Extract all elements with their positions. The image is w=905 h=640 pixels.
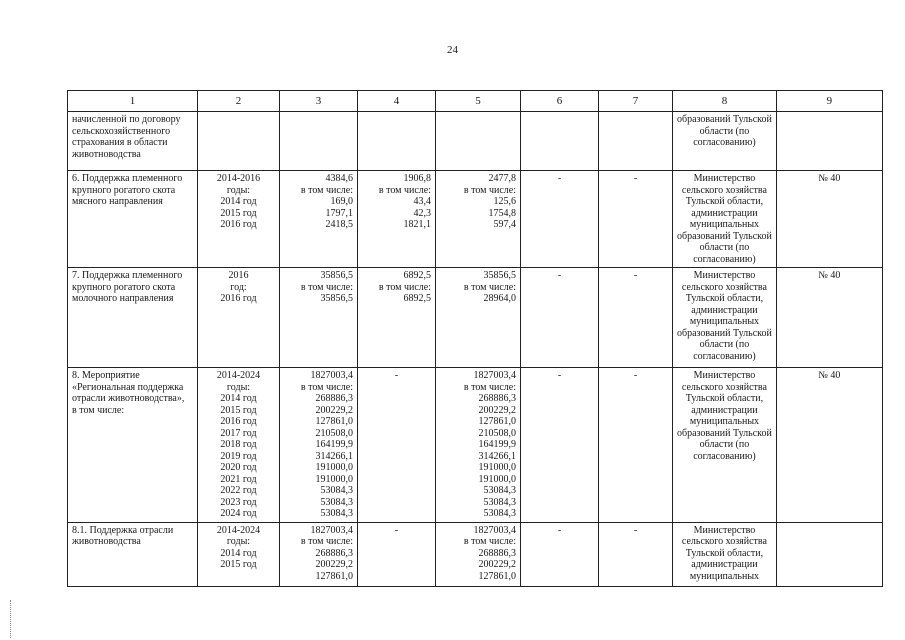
- total-cell: [280, 112, 358, 171]
- cell-line: животноводства: [72, 536, 141, 547]
- federal-cell: [358, 171, 436, 268]
- period-cell: [198, 171, 280, 268]
- cell-line: Тульской области,: [685, 547, 764, 559]
- cell-line: администрации: [691, 304, 758, 316]
- header-cell: 4: [358, 91, 436, 112]
- cell-line: 2023 год: [220, 496, 257, 508]
- cell-line: области (по: [699, 242, 750, 253]
- table-row: [68, 522, 883, 586]
- cell-line: 200229,2: [478, 404, 516, 416]
- cell-line: 4384,6: [325, 173, 353, 184]
- total-cell: [280, 522, 358, 586]
- table-row: [68, 368, 883, 523]
- period-cell: [198, 368, 280, 523]
- header-cell: 2: [198, 91, 280, 112]
- cell-line: администрации: [691, 559, 758, 570]
- cell-line: 125,6: [493, 196, 516, 207]
- cell-line: 53084,3: [483, 496, 516, 508]
- scan-margin-marks: [10, 600, 13, 638]
- cell-line: 2014 год: [220, 393, 257, 404]
- cell-line: 268886,3: [478, 547, 516, 559]
- header-cell: 1: [68, 91, 198, 112]
- cell-line: в том числе:: [300, 281, 353, 293]
- cell-line: 200229,2: [315, 559, 353, 570]
- cell-line: 35856,5: [320, 293, 353, 304]
- cell-line: 1827003,4: [310, 370, 353, 381]
- cell-line: 53084,3: [320, 485, 353, 496]
- cell-line: в том числе:: [463, 536, 516, 547]
- indicator-cell: № 40: [776, 171, 882, 268]
- cell-line: Министерство: [693, 370, 756, 381]
- local-cell: [521, 112, 599, 171]
- cell-line: согласованию): [693, 450, 756, 462]
- cell-line: администрации: [691, 404, 758, 416]
- cell-line: 42,3: [413, 207, 431, 219]
- regional-cell: [436, 171, 521, 268]
- local-cell: -: [521, 522, 599, 586]
- period-cell: [198, 522, 280, 586]
- cell-line: Министерство: [693, 270, 756, 281]
- local-cell: -: [521, 268, 599, 368]
- cell-line: 2015 год: [220, 404, 257, 416]
- cell-line: 2015 год: [220, 559, 257, 570]
- cell-line: 53084,3: [320, 508, 353, 519]
- indicator-cell: [776, 112, 882, 171]
- cell-line: 268886,3: [315, 393, 353, 404]
- cell-line: 2015 год: [220, 207, 257, 219]
- cell-line: образований Тульской: [677, 427, 772, 439]
- cell-line: в том числе:: [378, 281, 431, 293]
- activity-cell: [68, 112, 198, 171]
- cell-line: 169,0: [330, 196, 353, 207]
- cell-line: годы:: [226, 536, 251, 547]
- cell-line: животноводства: [72, 148, 141, 160]
- regional-cell: [436, 112, 521, 171]
- header-cell: 7: [599, 91, 673, 112]
- extra-cell: [599, 112, 673, 171]
- cell-line: Тульской области,: [685, 196, 764, 207]
- program-table: [67, 90, 883, 587]
- cell-line: отрасли животноводства»,: [72, 393, 185, 404]
- cell-line: в том числе:: [463, 184, 516, 196]
- cell-line: в том числе:: [378, 184, 431, 196]
- cell-line: 2016 год: [220, 293, 257, 304]
- header-cell: 3: [280, 91, 358, 112]
- total-cell: [280, 171, 358, 268]
- local-cell: -: [521, 368, 599, 523]
- cell-line: 1827003,4: [473, 370, 516, 381]
- period-cell: [198, 268, 280, 368]
- local-cell: -: [521, 171, 599, 268]
- cell-line: крупного рогатого скота: [72, 184, 176, 196]
- federal-cell: [358, 112, 436, 171]
- cell-line: годы:: [226, 184, 251, 196]
- cell-line: начисленной по договору: [72, 114, 181, 125]
- cell-line: образований Тульской: [677, 230, 772, 242]
- cell-line: 191000,0: [478, 473, 516, 485]
- cell-line: Тульской области,: [685, 293, 764, 304]
- cell-line: администрации: [691, 207, 758, 219]
- cell-line: 127861,0: [478, 416, 516, 427]
- executor-cell: [673, 112, 777, 171]
- cell-line: 6. Поддержка племенного: [72, 173, 183, 184]
- cell-line: год:: [230, 281, 247, 293]
- header-cell: 8: [673, 91, 777, 112]
- cell-line: в том числе:: [300, 381, 353, 393]
- cell-line: 2021 год: [220, 473, 257, 485]
- cell-line: 597,4: [493, 219, 516, 230]
- cell-line: 2477,8: [488, 173, 516, 184]
- extra-cell: -: [599, 171, 673, 268]
- cell-line: сельского хозяйства: [681, 281, 767, 293]
- cell-line: 268886,3: [478, 393, 516, 404]
- executor-cell: [673, 171, 777, 268]
- cell-line: годы:: [226, 381, 251, 393]
- table-row: [68, 268, 883, 368]
- total-cell: [280, 368, 358, 523]
- cell-line: 2014-2016: [216, 173, 261, 184]
- cell-line: сельского хозяйства: [681, 381, 767, 393]
- cell-line: муниципальных: [689, 570, 760, 582]
- cell-line: муниципальных: [689, 219, 760, 230]
- cell-line: мясного направления: [72, 196, 163, 207]
- cell-line: сельскохозяйственного: [72, 125, 171, 137]
- cell-line: 2017 год: [220, 427, 257, 439]
- cell-line: 2016: [228, 270, 249, 281]
- cell-line: 2016 год: [220, 416, 257, 427]
- cell-line: крупного рогатого скота: [72, 281, 176, 293]
- cell-line: 2014 год: [220, 547, 257, 559]
- cell-line: молочного направления: [72, 293, 174, 304]
- header-cell: 6: [521, 91, 599, 112]
- executor-cell: [673, 522, 777, 586]
- cell-line: в том числе:: [463, 281, 516, 293]
- cell-line: Тульской области,: [685, 393, 764, 404]
- cell-line: 2019 год: [220, 450, 257, 462]
- extra-cell: -: [599, 522, 673, 586]
- cell-line: в том числе:: [300, 184, 353, 196]
- cell-line: Министерство: [693, 524, 756, 536]
- cell-line: согласованию): [693, 137, 756, 148]
- cell-line: 2014-2024: [216, 524, 261, 536]
- cell-line: согласованию): [693, 253, 756, 265]
- indicator-cell: № 40: [776, 268, 882, 368]
- cell-line: 53084,3: [483, 508, 516, 519]
- cell-line: 2014-2024: [216, 370, 261, 381]
- cell-line: 1821,1: [403, 219, 431, 230]
- cell-line: 1827003,4: [473, 524, 516, 536]
- cell-line: -: [394, 524, 399, 536]
- cell-line: в том числе:: [300, 536, 353, 547]
- cell-line: Министерство: [693, 173, 756, 184]
- table-row: [68, 171, 883, 268]
- cell-line: согласованию): [693, 350, 756, 362]
- cell-line: 191000,0: [315, 473, 353, 485]
- cell-line: 2014 год: [220, 196, 257, 207]
- cell-line: в том числе:: [463, 381, 516, 393]
- federal-cell: [358, 268, 436, 368]
- regional-cell: [436, 522, 521, 586]
- cell-line: 127861,0: [478, 570, 516, 582]
- cell-line: сельского хозяйства: [681, 184, 767, 196]
- cell-line: 268886,3: [315, 547, 353, 559]
- cell-line: 200229,2: [315, 404, 353, 416]
- cell-line: страхования в области: [72, 137, 168, 148]
- cell-line: 1797,1: [325, 207, 353, 219]
- header-cell: 5: [436, 91, 521, 112]
- cell-line: 6892,5: [403, 293, 431, 304]
- cell-line: муниципальных: [689, 316, 760, 327]
- cell-line: 1754,8: [488, 207, 516, 219]
- cell-line: 164199,9: [315, 439, 353, 450]
- cell-line: 191000,0: [478, 462, 516, 473]
- cell-line: 28964,0: [483, 293, 516, 304]
- executor-cell: [673, 368, 777, 523]
- page-number: 24: [447, 44, 458, 56]
- federal-cell: [358, 522, 436, 586]
- cell-line: 1906,8: [403, 173, 431, 184]
- cell-line: 2020 год: [220, 462, 257, 473]
- header-row: [68, 91, 883, 112]
- cell-line: области (по: [699, 439, 750, 450]
- cell-line: 2016 год: [220, 219, 257, 230]
- cell-line: 2418,5: [325, 219, 353, 230]
- extra-cell: -: [599, 368, 673, 523]
- cell-line: «Региональная поддержка: [72, 381, 184, 393]
- cell-line: 210508,0: [478, 427, 516, 439]
- cell-line: 164199,9: [478, 439, 516, 450]
- cell-line: -: [394, 370, 399, 381]
- indicator-cell: [776, 522, 882, 586]
- regional-cell: [436, 268, 521, 368]
- cell-line: 2018 год: [220, 439, 257, 450]
- cell-line: области (по: [699, 339, 750, 350]
- cell-line: 7. Поддержка племенного: [72, 270, 183, 281]
- regional-cell: [436, 368, 521, 523]
- cell-line: 200229,2: [478, 559, 516, 570]
- cell-line: образований Тульской: [677, 114, 772, 125]
- cell-line: 53084,3: [320, 496, 353, 508]
- cell-line: 127861,0: [315, 416, 353, 427]
- cell-line: 43,4: [413, 196, 431, 207]
- activity-cell: [68, 268, 198, 368]
- cell-line: 2022 год: [220, 485, 257, 496]
- cell-line: 35856,5: [483, 270, 516, 281]
- indicator-cell: № 40: [776, 368, 882, 523]
- period-cell: [198, 112, 280, 171]
- total-cell: [280, 268, 358, 368]
- cell-line: 314266,1: [315, 450, 353, 462]
- cell-line: 1827003,4: [310, 524, 353, 536]
- extra-cell: -: [599, 268, 673, 368]
- cell-line: 53084,3: [483, 485, 516, 496]
- cell-line: муниципальных: [689, 416, 760, 427]
- cell-line: 8.1. Поддержка отрасли: [72, 524, 174, 536]
- cell-line: сельского хозяйства: [681, 536, 767, 547]
- cell-line: области (по: [699, 125, 750, 137]
- federal-cell: [358, 368, 436, 523]
- cell-line: 6892,5: [403, 270, 431, 281]
- cell-line: в том числе:: [72, 404, 125, 416]
- cell-line: образований Тульской: [677, 327, 772, 339]
- table-row: [68, 112, 883, 171]
- cell-line: 210508,0: [315, 427, 353, 439]
- cell-line: 127861,0: [315, 570, 353, 582]
- cell-line: 35856,5: [320, 270, 353, 281]
- header-cell: 9: [776, 91, 882, 112]
- cell-line: 314266,1: [478, 450, 516, 462]
- executor-cell: [673, 268, 777, 368]
- cell-line: 8. Мероприятие: [72, 370, 140, 381]
- activity-cell: [68, 522, 198, 586]
- activity-cell: [68, 171, 198, 268]
- cell-line: 2024 год: [220, 508, 257, 519]
- cell-line: 191000,0: [315, 462, 353, 473]
- activity-cell: [68, 368, 198, 523]
